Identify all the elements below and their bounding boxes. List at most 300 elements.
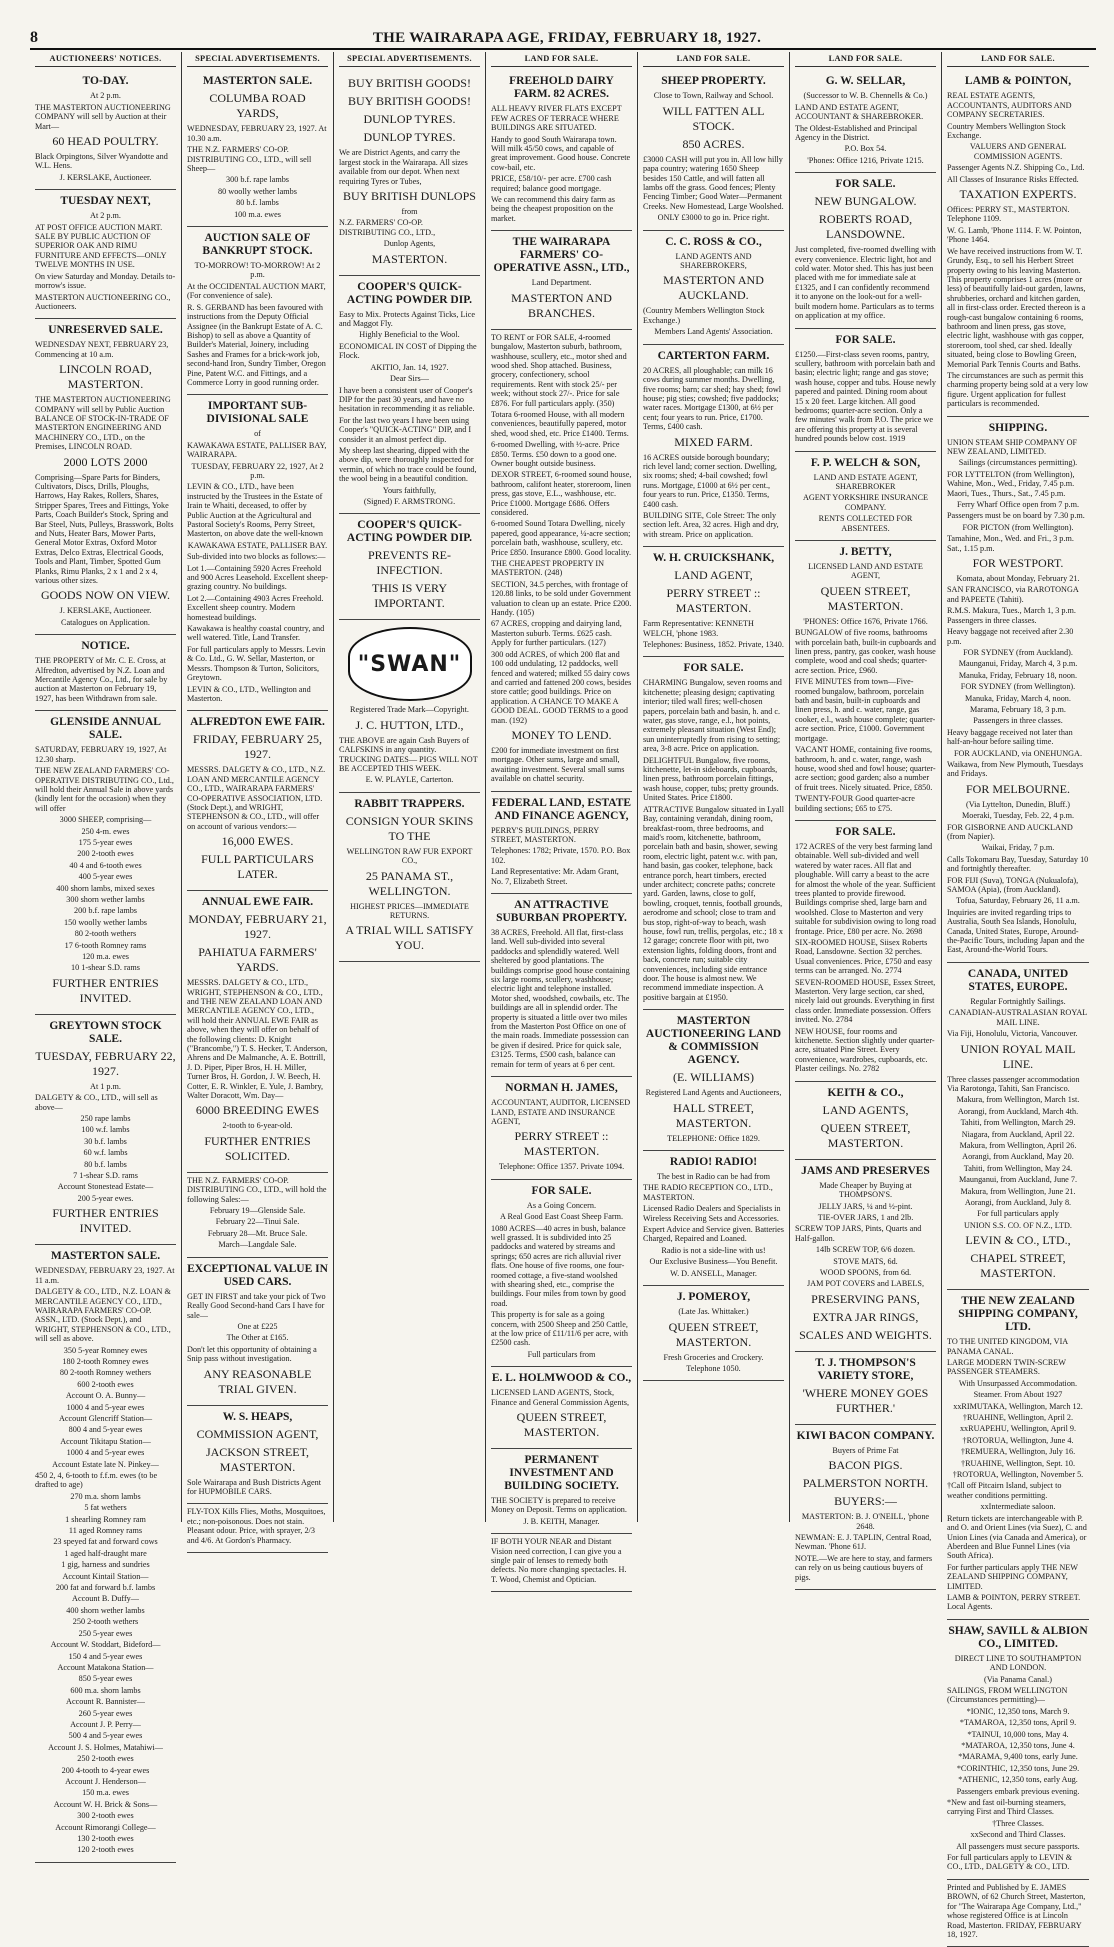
advertisement <box>491 1180 632 1368</box>
ad-line: Passenger Agents N.Z. Shipping Co., Ltd. <box>947 163 1085 173</box>
ad-headline: FOR SALE. <box>835 178 896 191</box>
ad-line: Kawakawa is healthy coastal country, and well watered. Title, Land Transfer. <box>187 624 325 643</box>
ad-line: LEVIN & CO., LTD., Wellington and Masterton. <box>187 684 311 703</box>
ad-line: Just completed, five-roomed dwelling with every convenience. Electric light, hot and cold water. Motor shed. This has just been placed with me for immediate sale at £1325, and I can confidently recommend it to anyone on the look-out for a well-built modern home. Particulars as to terms on application at my office. <box>795 245 936 321</box>
ad-headline: NOTICE. <box>81 640 130 653</box>
ad-headline: SHIPPING. <box>988 421 1048 434</box>
ad-headline: RABBIT TRAPPERS. <box>354 797 465 810</box>
ad-line: VACANT HOME, containing five rooms, bathroom, h. and c. water, range, wash house, wood shed and fowl house; quarter-acre section; good garden; also a number of fruit trees. Nicely situated. Price, £850. <box>795 745 936 792</box>
ad-line: March—Langdale Sale. <box>218 1240 297 1250</box>
ad-line: *CORINTHIC, 12,350 tons, June 29. <box>956 1763 1080 1773</box>
ad-line: 200 4-tooth to 4-year ewes <box>61 1765 150 1775</box>
ad-headline: GLENSIDE ANNUAL SALE. <box>50 716 161 742</box>
ad-line: Account O. A. Bunny— <box>65 1391 146 1401</box>
ad-line: Telephone 1050. <box>686 1363 741 1373</box>
ad-line: 1080 ACRES—40 acres in bush, balance well grassed. It is subdivided into 25 paddocks and watered by streams and springs; 650 acres are rich alluvial river flats. One house of five rooms, one four-roomed cottage, a five-stand woolshed with shearing shed, etc., comprise the buildings. Four miles from town by good road. <box>491 1223 626 1308</box>
ad-headline: ANNUAL EWE FAIR. <box>201 896 314 909</box>
ad-line: 80 2-tooth Romney wethers <box>59 1368 152 1378</box>
ad-line: xxRIMUTAKA, Wellington, March 12. <box>953 1401 1083 1411</box>
ad-line: *New and fast oil-burning steamers, carrying First and Third Classes. <box>947 1798 1066 1817</box>
ad-line: At 2 p.m. <box>90 91 121 101</box>
ad-line: 120 2-tooth ewes <box>77 1845 134 1855</box>
ad-line: Heavy baggage not received after 2.30 p.m. <box>947 627 1074 646</box>
ad-line: FURTHER ENTRIES INVITED. <box>52 1206 159 1236</box>
ad-line: 7 1-shear S.D. rams <box>73 1171 138 1181</box>
ad-line: TUESDAY, FEBRUARY 22, 1927. <box>35 1048 176 1078</box>
ad-line: J. C. HUTTON, LTD., <box>355 717 464 732</box>
ad-line: £1250.—First-class seven rooms, pantry, scullery, bathroom with porcelain bath and basin; electric light; range and gas stove; wash house, copper and tubs. House newly papered and painted. Dining room about 15 x 20 feet. Large kitchen. All good bedrooms; quarter-acre section. Only a few minutes' walk from P.O. The price we are offering this property at is several hundred pounds below cost. 1919 <box>795 349 936 444</box>
ad-line: Regular Fortnightly Sailings. <box>970 996 1066 1006</box>
ad-line: Komata, about Monday, February 21. <box>956 574 1080 584</box>
advertisement <box>187 891 328 1173</box>
ad-line: MASTERTON AUCTIONEERING CO., Auctioneers. <box>35 292 171 311</box>
ad-headline: SHAW, SAVILL & ALBION CO., LIMITED. <box>948 1624 1088 1650</box>
ad-headline: MASTERTON AUCTIONEERING LAND & COMMISSION AGENCY. <box>645 1015 782 1067</box>
ad-line: 5 fat wethers <box>84 1503 127 1513</box>
ad-line: UNION STEAM SHIP COMPANY OF NEW ZEALAND, LIMITED. <box>947 437 1078 456</box>
ad-line: *IONIC, 12,350 tons, March 9. <box>966 1706 1070 1716</box>
ad-line: All passengers must secure passports. <box>956 1841 1080 1851</box>
ad-line: Land Department. <box>531 278 592 288</box>
ad-line: THE ABOVE are again Cash Buyers of CALFSKINS in any quantity. TRUCKING DATES— PIGS WILL NOT BE ACCEPTED THIS WEEK. <box>339 735 478 773</box>
ad-line: DALGETY & CO., LTD., N.Z. LOAN & MERCANTILE AGENCY CO., LTD., WAIRARAPA FARMERS' CO-OP. ASSN., LTD. (Stock Dept.), and WRIGHT, STEPHENSON & CO., LTD., will sell as above. <box>35 1287 171 1344</box>
advertisement <box>947 1880 1089 1947</box>
ad-line: THE RADIO RECEPTION CO., LTD., MASTERTON. <box>643 1183 773 1202</box>
advertisement <box>947 1620 1089 1880</box>
advertisement <box>491 1449 632 1534</box>
ad-headline: CANADA, UNITED STATES, EUROPE. <box>967 967 1069 993</box>
ad-line: 6-roomed Dwelling, with ½-acre. Price £850. Terms. £50 down to a good one. Owner bought outside business. <box>491 440 620 468</box>
ad-line: Comprising—Spare Parts for Binders, Cultivators, Discs, Drills, Ploughs, Harrows, Hay Rakes, Rollers, Shares, Stripper Spares, Trees and Fittings, Yoke Parts, Coach Builder's Stock, Spring and Bar Steel, Nuts, Pulleys, Brasswork, Bolts and Nuts, Heater Bars, Mower Parts, General Motor Extras, Oxford Motor Extras, Delco Extras, Electrical Goods, Tools and Plant, Timber, Spotted Gum Planks, Rimu Planks, 2 x 1 and 2 x 4, various other sizes. <box>35 472 174 586</box>
ad-line: UNION ROYAL MAIL LINE. <box>960 1041 1076 1071</box>
ad-line: 260 5-year ewes <box>78 1708 133 1718</box>
ad-line: 172 ACRES of the very best farming land obtainable. Well sub-divided and well watered by water races. All flat and ploughable. Will carry a beast to the acre for almost the whole of the year. Sufficient trees planted to provide firewood. Buildings comprise shed, large barn and woolshed. Close to Masterton and very suitable for subdivision owing to long road frontage. Price, £80 per acre. No. 2698 <box>795 841 936 936</box>
ad-line: I have been a consistent user of Cooper's DIP for the past 30 years, and have no hesitation in recommending it as reliable. <box>339 385 475 414</box>
ad-line: 67 ACRES, cropping and dairying land, Masterton suburb. Terms. £625 cash. Apply for further particulars. (127) <box>491 619 622 648</box>
ad-line: THE MASTERTON AUCTIONEERING COMPANY will sell by Public Auction BALANCE OF STOCK-IN-TRADE OF MASTERTON ENGINEERING AND MACHINERY CO., LTD., on the Premises, LINCOLN ROAD. <box>35 395 171 452</box>
ad-line: FOR GISBORNE AND AUCKLAND (from Napier). <box>947 822 1073 841</box>
ad-line: †RUAHINE, Wellington, Sept. 10. <box>960 1458 1076 1468</box>
ad-line: †Call off Pitcairn Island, subject to weather conditions permitting. <box>947 1481 1062 1500</box>
ad-line: At the OCCIDENTAL AUCTION MART, (For convenience of sale). <box>187 281 326 301</box>
ad-line: from <box>401 207 418 217</box>
ad-line: ACCOUNTANT, AUDITOR, LICENSED LAND, ESTATE AND INSURANCE AGENT, <box>491 1098 631 1126</box>
advertisement <box>491 792 632 894</box>
ad-line: CANADIAN-AUSTRALASIAN ROYAL MAIL LINE. <box>948 1008 1088 1027</box>
ad-line: 350 5-year Romney ewes <box>63 1345 148 1355</box>
ad-line: FOR PICTON (from Wellington). <box>962 522 1074 532</box>
ad-line: LAND AGENT, <box>674 568 753 583</box>
ad-line: 250 4-m. ewes <box>81 826 130 836</box>
ad-line: Account W. H. Brick & Sons— <box>53 1799 158 1809</box>
ad-line: PAHIATUA FARMERS' YARDS. <box>198 945 317 975</box>
ad-line: 40 4 and 6-tooth ewes <box>69 860 142 870</box>
ad-line: This property is for sale as a going concern, with 2500 Sheep and 250 Cattle, at the low price of £11/11/6 per acre, with £2500 cash. <box>491 1310 628 1348</box>
ad-line: At 2 p.m. <box>90 211 121 221</box>
ad-line: (E. WILLIAMS) <box>672 1070 755 1085</box>
swan-logo-text: "SWAN" <box>357 651 462 677</box>
ad-line: WEDNESDAY, FEBRUARY 23, 1927. At 11 a.m. <box>35 1266 175 1285</box>
ad-line: NEW BUNGALOW. <box>814 194 917 209</box>
ad-headline: TO-DAY. <box>82 75 129 88</box>
ad-line: PRESERVING PANS, <box>811 1291 920 1306</box>
advertisement <box>187 1406 328 1505</box>
ad-line: SAN FRANCISCO, via RAROTONGA and PAPEETE (Tahiti). <box>947 585 1079 604</box>
ad-line: THE SOCIETY is prepared to receive Money on Deposit. Terms on application. <box>491 1496 627 1515</box>
ad-line: MASTERTON AND AUCKLAND. <box>663 273 764 303</box>
ad-headline: AUCTION SALE OF BANKRUPT STOCK. <box>202 232 313 258</box>
ad-line: ROBERTS ROAD, LANSDOWNE. <box>818 212 913 242</box>
ad-line: February 22—Tinui Sale. <box>215 1217 300 1227</box>
ad-headline: FOR SALE. <box>835 333 896 346</box>
ad-line: ECONOMICAL IN COST of Dipping the Flock. <box>339 341 477 361</box>
ad-line: Account Glencriff Station— <box>58 1413 153 1423</box>
ad-line: Moeraki, Tuesday, Feb. 22, 4 p.m. <box>961 811 1075 821</box>
ad-line: 250 2-tooth ewes <box>77 1754 134 1764</box>
ad-line: 300 b.f. rape lambs <box>226 175 289 185</box>
ad-line: TWENTY-FOUR Good quarter-acre building sections; £65 to £75. <box>795 794 915 813</box>
advertisement <box>795 452 936 541</box>
advertisement <box>491 231 632 329</box>
advertisement <box>187 227 328 395</box>
ad-line: *TAMAROA, 12,350 tons, April 9. <box>959 1718 1077 1728</box>
advertisement <box>35 319 176 635</box>
advertisement <box>643 1286 784 1381</box>
ad-line: BUNGALOW of five rooms, bathrooms with porcelain bath, built-in cupboards and linen press, pantry, gas cooker, wash house complete, wood and coal sheds; quarter-acre section. Price, £960. <box>795 628 936 675</box>
ad-headline: KEITH & CO., <box>827 1086 904 1099</box>
ad-line: 100 w.f. lambs <box>81 1125 130 1135</box>
ad-line: Land Representative: Mr. Adam Grant, No. 7, Elizabeth Street. <box>491 867 619 886</box>
ad-line: P.O. Box 54. <box>844 144 887 154</box>
column-header: LAND FOR SALE. <box>795 52 936 67</box>
ad-line: Account Tikitapu Station— <box>60 1436 151 1446</box>
ad-headline: NORMAN H. JAMES, <box>505 1082 618 1095</box>
ad-line: THE N.Z. FARMERS' CO-OP. DISTRIBUTING CO., LTD., will sell Sheep— <box>187 145 312 174</box>
ad-line: 25 PANAMA ST., WELLINGTON. <box>365 868 454 898</box>
ad-line: 16 ACRES outside borough boundary; rich level land; corner section. Dwelling, six rooms; shed; 4-bail cowshed; fowl runs. Mortgage, £1000 at 6½ per cent., four years to run. Price, £1350. Terms, £400 cash. <box>643 452 777 509</box>
ad-line: (Via Panama Canal.) <box>984 1674 1052 1684</box>
ad-line: 600 2-tooth ewes <box>77 1379 134 1389</box>
ad-line: Aorangi, from Auckland, July 8. <box>964 1197 1072 1207</box>
column-header: LAND FOR SALE. <box>947 52 1089 67</box>
ad-line: TELEPHONE: Office 1829. <box>667 1133 760 1143</box>
ad-line: LAND AGENTS, <box>822 1102 909 1117</box>
ad-line: AKITIO, Jan. 14, 1927. <box>370 362 449 372</box>
ad-line: 'PHONES: Office 1676, Private 1766. <box>803 616 928 626</box>
ad-line: NEWMAN: E. J. TAPLIN, Central Road, Newman. 'Phone 61J. <box>795 1532 932 1552</box>
ad-line: (Signed) F. ARMSTRONG. <box>363 496 456 506</box>
ad-headline: COOPER'S QUICK-ACTING POWDER DIP. <box>346 280 473 306</box>
ad-line: Dear Sirs— <box>390 374 429 384</box>
ad-headline: J. POMEROY, <box>676 1291 751 1304</box>
column-6 <box>790 52 942 1582</box>
advertisement <box>491 330 632 792</box>
ad-line: †REMUERA, Wellington, July 16. <box>960 1447 1076 1457</box>
ad-line: Ferry Wharf Office open from 7 p.m. <box>956 500 1080 510</box>
ad-line: All Classes of Insurance Risks Effected. <box>947 174 1079 184</box>
ad-line: †RUAHINE, Wellington, April 2. <box>962 1413 1074 1423</box>
advertisement <box>35 190 176 319</box>
ad-line: JELLY JARS, ¼ and ½-pint. <box>818 1201 913 1211</box>
ad-line: For full particulars apply to Messrs. Levin & Co. Ltd., G. W. Sellar, Masterton, or Messrs. Thompson & Turton, Solicitors, Greytown. <box>187 644 326 683</box>
ad-line: The Oldest-Established and Principal Agency in the District. <box>795 123 918 143</box>
ad-line: Account J. S. Holmes, Matahiwi— <box>48 1742 163 1752</box>
ad-line: LARGE MODERN TWIN-SCREW PASSENGER STEAMERS. <box>947 1358 1066 1377</box>
ad-line: Sole Wairarapa and Bush Districts Agent for HUPMOBILE CARS. <box>187 1477 322 1496</box>
ad-line: 200 2-tooth ewes <box>77 849 134 859</box>
ad-line: 1 aged half-draught mare <box>64 1548 147 1558</box>
column-header: LAND FOR SALE. <box>491 52 632 67</box>
ad-line: DUNLOP TYRES. <box>363 130 456 145</box>
ad-headline: UNRESERVED SALE. <box>48 324 163 337</box>
ad-line: SCALES AND WEIGHTS. <box>799 1327 932 1342</box>
ad-line: JAM POT COVERS and LABELS, <box>807 1279 924 1289</box>
ad-line: N.Z. FARMERS' CO-OP. DISTRIBUTING CO., LTD., <box>339 218 436 237</box>
ad-line: Account W. Stoddart, Bideford— <box>50 1640 161 1650</box>
ad-line: (Via Lyttelton, Dunedin, Bluff.) <box>966 799 1070 809</box>
ad-line: Full particulars from <box>527 1349 596 1359</box>
ad-line: Waikawa, from New Plymouth, Tuesdays and Fridays. <box>947 759 1084 779</box>
ad-line: 250 5-year ewes <box>78 1628 133 1638</box>
ad-line: MONEY TO LEND. <box>511 727 612 742</box>
ad-line: VALUERS AND GENERAL COMMISSION AGENTS. <box>969 142 1067 161</box>
ad-line: QUEEN STREET, MASTERTON. <box>820 583 911 613</box>
ad-line: Heavy baggage received not later than half-an-hour before sailing time. <box>947 727 1073 747</box>
advertisement <box>187 70 328 227</box>
ad-line: FRIDAY, FEBRUARY 25, 1927. <box>193 732 322 762</box>
advertisement <box>795 1352 936 1425</box>
ad-line: Account Rimorangi College— <box>55 1822 156 1832</box>
ad-line: Buyers of Prime Fat <box>832 1445 899 1455</box>
advertisement <box>187 1173 328 1258</box>
ad-line: 450 2, 4, 6-tooth to f.f.m. ewes (to be drafted to age) <box>35 1471 158 1490</box>
ad-line: Via Fiji, Honolulu, Victoria, Vancouver. <box>947 1029 1078 1039</box>
ad-line: 10 1-shear S.D. rams <box>71 963 140 973</box>
advertisement <box>947 1290 1089 1620</box>
ad-line: BUY BRITISH DUNLOPS <box>343 189 476 204</box>
ad-line: Return tickets are interchangeable with P. and O. and Orient Lines (via Suez), C. and Union Lines (via Canada and America), or Aberdeen and Blue Funnel Lines (via South Africa). <box>947 1513 1087 1561</box>
ad-line: 100 m.a. ewes <box>234 209 281 219</box>
ad-line: 175 5-year ewes <box>78 837 133 847</box>
ad-line: 200 5-year ewes. <box>77 1193 134 1203</box>
ad-line: Calls Tokomaru Bay, Tuesday, Saturday 10 and fortnightly thereafter. <box>947 854 1089 874</box>
ad-line: IF BOTH YOUR NEAR and Distant Vision need correction, I can give you a single pair of lenses to remedy both defects. No more changing spectacles. H. T. Wood, Chemist and Optician. <box>491 1537 627 1584</box>
ad-line: Aorangi, from Auckland, May 20. <box>962 1152 1074 1162</box>
ad-line: MASTERTON: B. J. O'NEILL, 'phone 2648. <box>801 1512 930 1531</box>
ad-line: Sailings (circumstances permitting). <box>958 458 1078 468</box>
ad-line: Tofua, Saturday, February 26, 11 a.m. <box>956 896 1080 906</box>
ad-line: J. KERSLAKE, Auctioneer. <box>59 606 152 616</box>
ad-line: AT POST OFFICE AUCTION MART. SALE BY PUBLIC AUCTION OF SUPERIOR OAK AND RIMU FURNITURE AND EFFECTS—ONLY TWELVE MONTHS IN USE. <box>35 222 167 270</box>
ad-line: J. B. KEITH, Manager. <box>523 1516 600 1526</box>
ad-line: 3000 SHEEP, comprising— <box>59 815 152 825</box>
ad-line: Lot 2.—Containing 4903 Acres Freehold. Excellent sheep country. Modern homestead buildings. <box>187 593 324 622</box>
ad-line: For full particulars apply <box>977 1209 1059 1219</box>
ad-headline: TUESDAY NEXT, <box>60 195 151 208</box>
ad-line: 150 m.a. ewes <box>82 1788 129 1798</box>
ad-line: One at £225 <box>237 1321 278 1331</box>
ad-line: For further particulars apply THE NEW ZEALAND SHIPPING COMPANY, LIMITED. <box>947 1562 1078 1591</box>
ad-headline: ALFREDTON EWE FAIR. <box>190 716 325 729</box>
ad-line: FOR FIJI (Suva), TONGA (Nukualofa), SAMOA (Apia), (from Auckland). <box>947 875 1079 895</box>
ad-line: Passengers must be on board by 7.30 p.m. <box>947 511 1085 521</box>
advertisement <box>643 1151 784 1286</box>
ad-headline: IMPORTANT SUB-DIVISIONAL SALE <box>206 400 309 426</box>
ad-line: Farm Representative: KENNETH WELCH, 'phone 1983. <box>643 619 754 638</box>
column-3 <box>334 52 486 1522</box>
ad-headline: G. W. SELLAR, <box>825 75 906 88</box>
ad-line: AGENT YORKSHIRE INSURANCE COMPANY. <box>802 493 929 512</box>
ad-line: Three classes passenger accommodation Via Rarotonga, Tahiti, San Francisco. <box>947 1074 1080 1093</box>
ad-line: GOODS NOW ON VIEW. <box>40 588 171 603</box>
advertisement <box>339 793 480 963</box>
ad-line: FURTHER ENTRIES INVITED. <box>52 975 159 1005</box>
ad-line: Account R. Bannister— <box>66 1697 145 1707</box>
ad-line: For full particulars apply to LEVIN & CO., LTD., DALGETY & CO., LTD. <box>947 1853 1073 1872</box>
column-header: LAND FOR SALE. <box>643 52 784 67</box>
ad-line: (Country Members Wellington Stock Exchange.) <box>643 306 765 325</box>
ad-line: RENTS COLLECTED FOR ABSENTEES. <box>818 514 913 533</box>
advertisement <box>795 173 936 328</box>
ad-line: TUESDAY, FEBRUARY 22, 1927, At 2 p.m. <box>191 461 324 480</box>
ad-line: QUEEN STREET, MASTERTON. <box>820 1120 911 1150</box>
ad-line: xxIntermediate saloon. <box>980 1502 1056 1512</box>
advertisement <box>35 70 176 190</box>
ad-line: At 1 p.m. <box>90 1081 121 1091</box>
advertisement <box>187 711 328 891</box>
advertisement <box>491 1077 632 1180</box>
ad-line: Aorangi, from Auckland, March 4th. <box>957 1106 1079 1116</box>
ad-line: †ROTORUA, Wellington, November 5. <box>952 1470 1084 1480</box>
ad-line: Makura, from Wellington, March 1st. <box>956 1095 1080 1105</box>
ad-line: WILL FATTEN ALL STOCK. <box>662 103 765 133</box>
ad-line: TO RENT or FOR SALE, 4-roomed bungalow, Masterton suburb, bathroom, washhouse, scullery, etc., motor shed and wood shed. Shop attached. Business, grocery, confectionery, school requirements. Rent with stock 25/- per week; without stock 27/-. Price for sale £876. For full particulars apply. (350) <box>491 332 627 408</box>
ad-line: On view Saturday and Monday. Details to-morrow's issue. <box>35 271 176 291</box>
advertisement <box>795 70 936 173</box>
ad-line: WEDNESDAY, FEBRUARY 23, 1927. At 10.30 a.m. <box>187 124 327 143</box>
advertisement <box>795 1160 936 1352</box>
ad-line: Account J. Henderson— <box>65 1776 146 1786</box>
ad-headline: FOR SALE. <box>835 825 896 838</box>
ad-line: Don't let this opportunity of obtaining a Snip pass without investigation. <box>187 1344 317 1364</box>
ad-line: 'WHERE MONEY GOES FURTHER.' <box>802 1385 929 1415</box>
advertisement <box>35 1015 176 1245</box>
ad-line: LICENSED LAND AND ESTATE AGENT, <box>808 562 923 581</box>
swan-trademark-logo <box>348 627 472 701</box>
ad-line: Account Kintail Station— <box>62 1571 149 1581</box>
ad-line: R. S. GERBAND has been favoured with instructions from the Deputy Official Assignee (in the Bankrupt Estate of A. C. Bishop) to sell as above a Quantity of Builder's Material, Joinery, including Sashes and Frames for a brick-work job, second-hand Iron, Sundry Timber, Oregon Pine, Patent W.C. and Fittings, and a Commerce Lorry in good running order. <box>187 302 326 387</box>
ad-line: CHAPEL STREET, MASTERTON. <box>970 1251 1066 1281</box>
ad-line: We can recommend this dairy farm as being the cheapest proposition on the market. <box>491 195 615 223</box>
ad-headline: SHEEP PROPERTY. <box>661 75 766 88</box>
ad-headline: W. H. CRUICKSHANK, <box>652 552 775 565</box>
ad-line: MASTERTON. <box>371 251 448 266</box>
column-2 <box>182 52 334 1545</box>
ad-line: 600 m.a. shorn lambs <box>70 1685 141 1695</box>
ad-line: Waikai, Friday, 7 p.m. <box>981 843 1055 853</box>
ad-line: LAMB & POINTON, PERRY STREET. Local Agents. <box>947 1592 1081 1612</box>
ad-line: FOR SYDNEY (from Wellington). <box>960 682 1076 692</box>
ad-line: PERRY STREET :: MASTERTON. <box>666 586 761 616</box>
ad-line: The best in Radio can be had from <box>657 1172 770 1182</box>
ad-headline: F. P. WELCH & SON, <box>810 456 921 469</box>
ad-line: BUYERS:— <box>834 1494 897 1509</box>
advertisement <box>947 963 1089 1290</box>
ad-line: Inquiries are invited regarding trips to Australia, South Sea Islands, Honolulu, Canada, United States, Europe, Around-the-Pacific Tours, including Japan and the East, Around-the-World Tours. <box>947 907 1085 955</box>
ad-line: Registered Land Agents and Auctioneers, <box>645 1088 782 1098</box>
ad-line: 6000 BREEDING EWES <box>195 1103 320 1118</box>
ad-line: 80 b.f. lambs <box>84 1159 127 1169</box>
ad-headline: C. C. ROSS & CO., <box>665 235 762 248</box>
ad-line: UNION S.S. CO. OF N.Z., LTD. <box>964 1220 1072 1230</box>
ad-line: Country Members Wellington Stock Exchange. <box>947 121 1066 141</box>
ad-line: 120 m.a. ewes <box>82 952 129 961</box>
ad-line: FOR MELBOURNE. <box>965 781 1070 796</box>
ad-line: Members Land Agents' Association. <box>654 327 773 337</box>
ad-line: FOR SYDNEY (from Auckland). <box>963 647 1073 657</box>
ad-line: FULL PARTICULARS LATER. <box>201 852 314 882</box>
ad-line: Totara 6-roomed House, with all modern conveniences, beautifully papered, motor shed, wood shed, etc. Price £1400. Terms. <box>491 409 629 438</box>
ad-line: Passengers embark previous evening. <box>956 1786 1080 1796</box>
ad-line: 150 woolly wether lambs <box>64 917 147 927</box>
ad-line: 80 woolly wether lambs <box>218 186 297 196</box>
ad-line: ATTRACTIVE Bungalow situated in Lyall Bay, containing verandah, dining room, breakfast-room, three bedrooms, and maid's room, kitchenette, bathroom, porcelain bath and basin, shower, sewing room, electric light, patent w.c. with pan, hand basin, gas cooker, telephone, back entrance porch, heart timbers, erected under architect; concrete paths; concrete yard. Garden, lawns, close to golf, bowling, croquet, tennis, football grounds, aerodrome and school; close to tram and bus stop, right-of-way to beach, wash house, fowl run, trellis, pergolas, etc.; 18 x 12 garage; concrete floor with pit, two extension lights, folding doors, front and back, concrete run; suitable city conveniences, including side entrance door. The house is almost new. We recommend immediate inspection. A positive bargain at £1950. <box>643 804 784 1002</box>
ad-headline: LAMB & POINTON, <box>964 75 1072 88</box>
ad-line: EXTRA JAR RINGS, <box>812 1309 919 1324</box>
ad-headline: T. J. THOMPSON'S VARIETY STORE, <box>815 1356 916 1382</box>
ad-line: SAILINGS, FROM WELLINGTON (Circumstances permitting)— <box>947 1685 1068 1705</box>
column-header: SPECIAL ADVERTISEMENTS. <box>187 52 328 67</box>
ad-headline: COOPER'S QUICK-ACTING POWDER DIP. <box>346 519 473 545</box>
ad-line: Manuka, Friday, February 18, noon. <box>958 670 1078 680</box>
ad-line: 16,000 EWES. <box>221 834 294 849</box>
ad-line: LEVIN & CO., LTD., have been instructed by the Trustees in the Estate of Irain te Whaiti, deceased, to offer by Public Auction at the Agricultural and Pastoral Society's Rooms, Perry Street, Masterton, on above date the well-known <box>187 482 323 539</box>
ad-headline: CARTERTON FARM. <box>657 349 770 362</box>
ad-line: Yours faithfully, <box>382 485 437 495</box>
advertisement <box>187 1504 328 1553</box>
ad-line: NEW HOUSE, four rooms and kitchenette. Section slightly under quarter-acre, situated Pine Street. Every convenience, wardrobes, cupboards, etc. Plaster ceilings. No. 2782 <box>795 1026 935 1074</box>
ad-line: LAND AGENTS AND SHAREBROKERS, <box>675 251 752 271</box>
ad-line: Our Exclusive Business—You Benefit. <box>649 1257 778 1267</box>
ad-line: Fresh Groceries and Crockery. <box>663 1352 764 1362</box>
ad-line: DIRECT LINE TO SOUTHAMPTON AND LONDON. <box>954 1653 1082 1673</box>
ad-line: 400 shorn lambs, mixed sexes <box>56 883 155 893</box>
ad-line: TO-MORROW! TO-MORROW! At 2 p.m. <box>194 261 321 280</box>
ad-line: 17 6-tooth Romney rams <box>64 940 147 950</box>
newspaper-title: THE WAIRARAPA AGE, FRIDAY, FEBRUARY 18, 1927. <box>372 29 762 46</box>
advertisement <box>187 395 328 711</box>
ad-line: FLY-TOX Kills Flies, Moths, Mosquitoes, etc.; non-poisonous. Does not stain. Pleasant odour. Price, with sprayer, 2/3 and 4/6. At Gordon's Pharmacy. <box>187 1507 326 1545</box>
ad-line: MESSRS. DALGETY & CO., LTD., WRIGHT, STEPHENSON & CO., LTD., and THE NEW ZEALAND LOAN AND MERCANTILE AGENCY CO., LTD., will hold their ANNUAL EWE FAIR as above, when they will offer on behalf of the following clients: D. Knight ("Brancombe,") T. S. Hecker, T. Anderson, Ahrens and De Malmanche, A. E. Bottrill, J. D. Piper, Piper Bros, H. H. Miller, Turner Bros, H. Gordon, J. W. Beech, H. Cotter, E. R. Winkler, E. Yule, J. Bambry, Walter Doracott, Wm. Day— <box>187 978 328 1101</box>
ad-headline: MASTERTON SALE. <box>202 75 313 88</box>
ad-line: GET IN FIRST and take your pick of Two Really Good Second-hand Cars I have for sale— <box>187 1291 326 1320</box>
ad-line: Offices: PERRY ST., MASTERTON. Telephone 1109. <box>947 205 1070 224</box>
ad-line: MONDAY, FEBRUARY 21, 1927. <box>188 912 327 942</box>
advertisement <box>491 70 632 231</box>
ad-line: BUILDING SITE, Cole Street: The only section left. Area, 32 acres. High and dry, with stream. Price on application. <box>643 510 779 539</box>
ad-headline: GREYTOWN STOCK SALE. <box>49 1019 162 1045</box>
ad-line: †ROTORUA, Wellington, June 4. <box>962 1435 1074 1445</box>
ad-line: The Other at £165. <box>226 1333 289 1343</box>
ad-line: SECTION, 34.5 perches, with frontage of 120.88 links, to be sold under Government valuation to clean up an estate. Price £200. Handy. (105) <box>491 579 632 618</box>
ad-line: Account Stonestead Estate— <box>57 1182 154 1192</box>
ad-line: THE NEW ZEALAND FARMERS' CO-OPERATIVE DISTRIBUTING CO., Ltd., will hold their Annual Sale in above yards (kindly lent for the occasion) when they will offer <box>35 766 174 813</box>
ad-line: Passengers in three classes. <box>973 716 1063 726</box>
ad-line: With Unsurpassed Accommodation. <box>958 1378 1078 1388</box>
ad-line: PALMERSTON NORTH. <box>802 1476 929 1491</box>
ad-line: E. W. PLAYLE, Carterton. <box>365 775 454 785</box>
ad-line: KAWAKAWA ESTATE, PALLISER BAY, WAIRARAPA. <box>187 440 327 460</box>
